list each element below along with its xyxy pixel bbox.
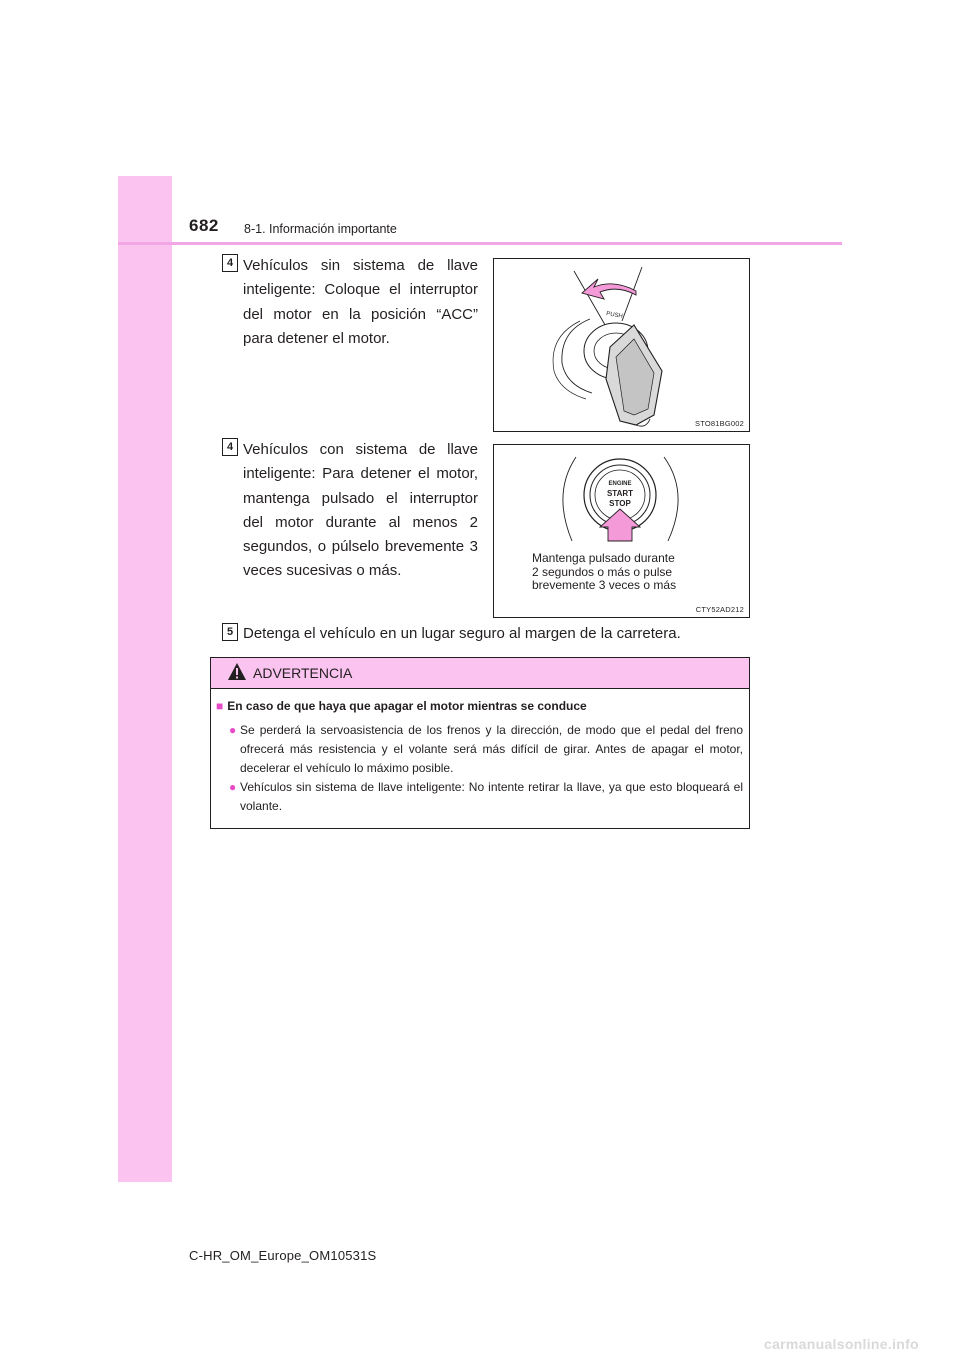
warning-item-text: Vehículos sin sistema de llave inteligente: No intente retirar la llave, ya que esto bloqueará el volante. — [240, 780, 743, 813]
square-bullet: ■ — [216, 699, 224, 713]
watermark: carmanualsonline.info — [764, 1336, 919, 1352]
ignition-key-figure — [493, 258, 750, 432]
warning-subtitle — [216, 699, 587, 713]
warning-box — [210, 657, 750, 829]
document-code: C-HR_OM_Europe_OM10531S — [189, 1248, 377, 1263]
round-bullet: ● — [229, 780, 237, 794]
step-text: Vehículos sin sistema de llave inteligente: Coloque el interruptor del motor en la posición “ACC” para detener el motor. — [243, 257, 478, 347]
header-rule — [118, 242, 842, 245]
warning-item — [229, 721, 743, 778]
warning-header — [211, 658, 749, 689]
step-marker: 4 — [222, 254, 238, 272]
warning-title: ADVERTENCIA — [253, 665, 353, 681]
figure-code: CTY52AD212 — [695, 605, 744, 614]
step-marker: 4 — [222, 438, 238, 456]
stop-label: STOP — [609, 499, 631, 508]
ignition-key-illustration — [494, 259, 749, 431]
warning-subtitle-text: En caso de que haya que apagar el motor mientras se conduce — [227, 699, 587, 713]
warning-triangle-icon — [227, 662, 247, 681]
figure-code: STO81BG002 — [695, 419, 744, 428]
push-label: PUSH — [605, 311, 624, 320]
page-number: 682 — [189, 216, 219, 235]
side-tab-band — [118, 176, 172, 1182]
warning-item — [229, 778, 743, 816]
round-bullet: ● — [229, 723, 237, 737]
engine-label: ENGINE — [608, 481, 632, 487]
start-label: START — [606, 489, 634, 498]
step-text: Detenga el vehículo en un lugar seguro al margen de la carretera. — [243, 625, 681, 642]
section-title: 8-1. Información importante — [244, 222, 397, 236]
step-text: Vehículos con sistema de llave inteligente: Para detener el motor, mantenga pulsado el interruptor del motor durante al menos 2 segundos, o púlselo brevemente 3 veces sucesivas o más. — [243, 441, 478, 580]
figure-caption: Mantenga pulsado durante 2 segundos o más o pulse brevemente 3 veces o más — [532, 551, 677, 592]
step-marker: 5 — [222, 623, 238, 641]
engine-switch-figure — [493, 444, 750, 618]
warning-item-text: Se perderá la servoasistencia de los frenos y la dirección, de modo que el pedal del freno ofrecerá más resistencia y el volante será más difícil de girar. Antes de apagar el motor, decelerar el vehículo lo máximo posible. — [240, 723, 743, 775]
